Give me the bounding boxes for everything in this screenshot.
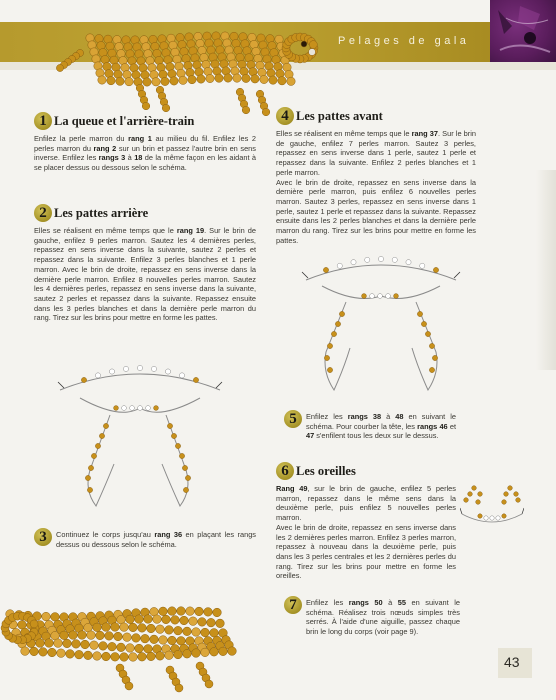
body-bead <box>207 618 216 627</box>
page-edge-shadow <box>536 170 556 370</box>
body-bead <box>120 623 129 632</box>
section-6-text <box>276 484 456 581</box>
section-7-text <box>306 596 460 637</box>
body-bead <box>21 647 30 656</box>
arc-bead <box>151 366 156 371</box>
leg-bead <box>429 367 434 372</box>
body-bead <box>39 648 48 657</box>
body-bead <box>90 641 99 650</box>
center-bead <box>370 294 375 299</box>
body-bead <box>177 637 186 646</box>
section-2-text <box>34 226 256 323</box>
body-bead <box>45 639 54 648</box>
leg-bead <box>103 423 108 428</box>
leg-bead <box>142 102 150 110</box>
body-bead <box>120 653 129 662</box>
leg-bead <box>175 443 180 448</box>
ear-bead <box>472 486 477 491</box>
leg-bead <box>262 108 270 116</box>
center-bead <box>386 294 391 299</box>
body-bead <box>147 652 156 661</box>
center-bead <box>138 406 143 411</box>
body-bead <box>152 78 160 86</box>
body-bead <box>105 632 114 641</box>
body-bead <box>54 639 63 648</box>
body-bead <box>98 76 106 84</box>
body-bead <box>42 612 51 621</box>
body-bead <box>165 626 174 635</box>
head-bead <box>309 41 317 49</box>
center-bead <box>394 294 399 299</box>
wire <box>88 415 114 506</box>
leg-bead <box>429 343 434 348</box>
body-bead <box>216 619 225 628</box>
tail-bead <box>56 64 63 71</box>
section-4-heading <box>276 107 476 129</box>
arrow-tip <box>58 382 222 388</box>
beaded-cat-photo-bottom <box>0 588 240 700</box>
body-bead <box>174 650 183 659</box>
body-bead <box>228 647 237 656</box>
ear-bead <box>476 500 481 505</box>
body-bead <box>183 649 192 658</box>
center-bead <box>114 406 119 411</box>
step-number: 4 <box>281 108 289 124</box>
paragraph: Avec le brin de droite, repassez en sens inverse dans la dernière perle marron, puis enfilez 6 nouvelles perles marron. Sautez 3 perles, repassez en sens inverse dans 1 perle, sautez 1 perle et repassez dans la suivante. Repassez ensuite dans les 2 perles blanches et dans la dernière perle marron du rang. Tirez sur les brins pour mettre en forme les pattes. <box>276 177 476 245</box>
leg-bead <box>99 433 104 438</box>
leg-bead <box>339 311 344 316</box>
body-bead <box>198 618 207 627</box>
body-bead <box>132 634 141 643</box>
body-bead <box>260 75 268 83</box>
body-bead <box>201 648 210 657</box>
leg-bead <box>87 487 92 492</box>
arc-bead <box>420 263 425 268</box>
body-bead <box>189 617 198 626</box>
step-number: 3 <box>39 529 47 545</box>
cat-face-icon <box>490 0 556 62</box>
body-bead <box>66 650 75 659</box>
body-bead <box>192 649 201 658</box>
center-bead <box>502 514 506 518</box>
section-title: La queue et l'arrière-train <box>54 114 195 128</box>
section-1-heading <box>34 112 256 134</box>
body-bead <box>224 74 232 82</box>
step-number: 7 <box>289 597 297 613</box>
leg-bead <box>91 453 96 458</box>
body-bead <box>135 615 144 624</box>
body-bead <box>150 635 159 644</box>
leg-bead <box>185 475 190 480</box>
diagram-back-legs <box>50 360 230 520</box>
center-bead <box>146 406 151 411</box>
body-bead <box>204 608 213 617</box>
body-bead <box>201 628 210 637</box>
section-2-heading <box>34 204 256 226</box>
ear-bead <box>504 492 509 497</box>
leg-bead <box>331 331 336 336</box>
body-bead <box>183 627 192 636</box>
step-number: 1 <box>39 113 47 129</box>
section-title: Les pattes arrière <box>54 206 149 220</box>
body-bead <box>69 631 78 640</box>
body-bead <box>48 648 57 657</box>
arc-bead <box>137 365 142 370</box>
section-1-text <box>34 134 256 173</box>
wire <box>306 265 456 280</box>
body-bead <box>162 615 171 624</box>
body-bead <box>72 640 81 649</box>
body-bead <box>108 642 117 651</box>
ear-bead <box>502 500 507 505</box>
beaded-cat-photo-top <box>50 8 340 118</box>
body-bead <box>186 607 195 616</box>
ear-bead <box>478 492 483 497</box>
body-bead <box>174 626 183 635</box>
body-bead <box>93 652 102 661</box>
arc-bead <box>337 263 342 268</box>
arc-bead <box>123 366 128 371</box>
leg-bead <box>179 453 184 458</box>
paragraph: Elles se réalisent en même temps que le rang 37. Sur le brin de gauche, enfilez 7 perles marron. Sautez 3 perles, repassez en sens inverse dans 1 perle, sautez 1 perle et repassez dans la suivante. Enfilez 2 perles blanches et 1 perle marron. <box>276 129 476 177</box>
paragraph: Enfilez les rangs 50 à 55 en suivant le schéma. Réalisez trois nœuds simples très serrés. À l'aide d'une aiguille, passez chaque brin le long du corps (voir page 9). <box>306 598 461 637</box>
body-bead <box>171 616 180 625</box>
body-bead <box>123 633 132 642</box>
step-number: 5 <box>289 411 297 427</box>
center-bead <box>362 294 367 299</box>
body-bead <box>87 631 96 640</box>
arc-bead <box>323 267 328 272</box>
diagram-front-legs <box>296 252 466 402</box>
paragraph: Enfilez la perle marron du rang 1 au milieu du fil. Enfilez les 2 perles marron du rang 2 sur un brin et passez l'autre brin en sens inverse. Enfilez les rangs 3 à 18 de la même façon en les aidant à se placer dessus ou dessous selon le schéma. <box>34 134 257 173</box>
body-bead <box>177 607 186 616</box>
body-bead <box>143 78 151 86</box>
body-bead <box>129 653 138 662</box>
section-7 <box>284 596 460 637</box>
arc-bead <box>392 257 397 262</box>
body-bead <box>84 651 93 660</box>
section-3 <box>34 528 256 549</box>
section-5-text <box>306 410 456 441</box>
paragraph: Enfilez les rangs 38 à 48 en suivant le schéma. Pour courber la tête, les rangs 46 et 47 s'enfilent tous les deux sur le dessus. <box>306 412 457 441</box>
arrow-tip <box>460 508 524 514</box>
section-1 <box>34 112 256 173</box>
body-bead <box>269 76 277 84</box>
arc-bead <box>433 267 438 272</box>
section-6 <box>276 462 456 581</box>
body-bead <box>197 75 205 83</box>
section-title: Les pattes avant <box>296 109 383 123</box>
leg-bead <box>421 321 426 326</box>
body-bead <box>96 631 105 640</box>
body-bead <box>168 636 177 645</box>
body-bead <box>93 623 102 632</box>
body-bead <box>179 76 187 84</box>
body-bead <box>102 652 111 661</box>
center-bead <box>122 406 127 411</box>
paragraph: Rang 49, sur le brin de gauche, enfilez 5 perles marron, repassez dans le même sens dans la deuxième perle, puis enfilez 5 nouvelles perles marron. <box>276 484 456 523</box>
body-bead <box>251 75 259 83</box>
center-bead <box>478 514 482 518</box>
body-bead <box>233 74 241 82</box>
body-bead <box>135 644 144 653</box>
eye-bead <box>301 41 307 47</box>
leg-bead <box>182 465 187 470</box>
wire <box>162 415 188 506</box>
body-bead <box>210 647 219 656</box>
body-bead <box>195 607 204 616</box>
body-bead <box>111 653 120 662</box>
center-bead <box>484 516 488 520</box>
body-bead <box>30 647 39 656</box>
body-bead <box>156 652 165 661</box>
body-bead <box>192 628 201 637</box>
arc-bead <box>179 373 184 378</box>
leg-bead <box>88 465 93 470</box>
leg-bead <box>183 487 188 492</box>
leg-bead <box>432 355 437 360</box>
body-bead <box>102 623 111 632</box>
ear-bead <box>468 492 473 497</box>
muzzle-bead <box>309 49 316 56</box>
header-title: Pelages de gala <box>338 35 470 47</box>
arc-bead <box>165 369 170 374</box>
leg-bead <box>85 475 90 480</box>
paragraph: Continuez le corps jusqu'au rang 36 en plaçant les rangs dessus ou dessous selon le schéma. <box>56 530 257 549</box>
body-bead <box>168 607 177 616</box>
leg-bead <box>167 423 172 428</box>
body-bead <box>126 644 135 653</box>
section-4-text <box>276 129 476 245</box>
ear-bead <box>464 498 469 503</box>
center-bead <box>490 516 494 520</box>
paw-bead <box>125 682 133 690</box>
body-bead <box>144 615 153 624</box>
arc-bead <box>351 260 356 265</box>
body-bead <box>81 640 90 649</box>
body-bead <box>114 632 123 641</box>
body-bead <box>126 615 135 624</box>
paw-bead <box>175 684 183 692</box>
body-bead <box>287 77 295 85</box>
center-bead <box>130 406 135 411</box>
body-bead <box>161 77 169 85</box>
arc-bead <box>406 260 411 265</box>
body-bead <box>138 624 147 633</box>
body-bead <box>60 631 69 640</box>
paragraph: Elles se réalisent en même temps que le rang 19. Sur le brin de gauche, enfilez 9 perles marron. Sautez les 4 dernières perles, repassez en sens inverse dans la suivante, sautez 2 perles et repassez dans la suivante. Enfilez 3 perles blanches et 1 perle marron. Avec le brin de droite, repassez en sens inverse dans la dernière perle marron. Enfilez 8 nouvelles perles marron. Sautez les 4 dernières perles, repassez en sens inverse dans la suivante, sautez 2 perles et repassez dans la suivante. Repassez ensuite dans les 3 perles blanches et dans la dernière perle marron du rang. Tirez sur les brins pour mettre en forme les pattes. <box>34 226 256 323</box>
body-bead <box>242 74 250 82</box>
body-bead <box>111 623 120 632</box>
body-bead <box>147 624 156 633</box>
ear-bead <box>508 486 513 491</box>
leg-bead <box>95 443 100 448</box>
arc-bead <box>81 377 86 382</box>
section-5 <box>284 410 456 441</box>
arc-bead <box>95 373 100 378</box>
body-bead <box>63 639 72 648</box>
leg-bead <box>327 343 332 348</box>
leg-bead <box>324 355 329 360</box>
step-number: 2 <box>39 205 47 221</box>
body-bead <box>215 74 223 82</box>
leg-bead <box>162 104 170 112</box>
body-bead <box>153 615 162 624</box>
section-2 <box>34 204 256 323</box>
paragraph: Avec le brin de droite, repassez en sens inverse dans les 2 dernières perles marron. Enfilez 3 perles marron, repassez à nouveau dans la deuxième perle, puis dans les 3 perles centrales et les 2 dernières perles du rang. Tirez sur les brins pour mettre en forme les oreilles. <box>276 522 456 581</box>
section-3-text <box>56 528 256 549</box>
body-bead <box>129 623 138 632</box>
body-bead <box>278 77 286 85</box>
leg-bead <box>417 311 422 316</box>
leg-bead <box>425 331 430 336</box>
body-bead <box>138 652 147 661</box>
page-number-box <box>498 648 532 678</box>
leg-bead <box>335 321 340 326</box>
section-title: Les oreilles <box>296 464 356 478</box>
center-bead <box>154 406 159 411</box>
body-bead <box>75 650 84 659</box>
body-bead <box>210 629 219 638</box>
section-6-heading <box>276 462 456 484</box>
body-bead <box>78 631 87 640</box>
center-bead <box>378 294 383 299</box>
corner-cat-photo <box>490 0 556 62</box>
arc-bead <box>193 377 198 382</box>
ear-bead <box>516 498 521 503</box>
arc-bead <box>378 256 383 261</box>
arc-bead <box>109 369 114 374</box>
body-bead <box>144 645 153 654</box>
body-bead <box>107 76 115 84</box>
body-bead <box>99 642 108 651</box>
ear-bead <box>514 492 519 497</box>
body-bead <box>206 74 214 82</box>
body-bead <box>36 639 45 648</box>
center-bead <box>496 516 500 520</box>
body-bead <box>165 651 174 660</box>
page-number: 43 <box>504 654 520 670</box>
body-bead <box>170 77 178 85</box>
body-bead <box>57 649 66 658</box>
body-bead <box>213 608 222 617</box>
diagram-ears <box>460 484 524 532</box>
body-bead <box>219 647 228 656</box>
body-bead <box>141 634 150 643</box>
body-bead <box>159 607 168 616</box>
body-bead <box>116 77 124 85</box>
leg-bead <box>171 433 176 438</box>
paw-bead <box>205 680 213 688</box>
body-bead <box>180 616 189 625</box>
section-4 <box>276 107 476 245</box>
arc-bead <box>365 257 370 262</box>
head-bead <box>30 620 38 628</box>
body-bead <box>117 643 126 652</box>
step-number: 6 <box>281 463 289 479</box>
body-bead <box>156 625 165 634</box>
body-bead <box>188 75 196 83</box>
leg-bead <box>327 367 332 372</box>
body-bead <box>125 77 133 85</box>
body-bead <box>159 636 168 645</box>
